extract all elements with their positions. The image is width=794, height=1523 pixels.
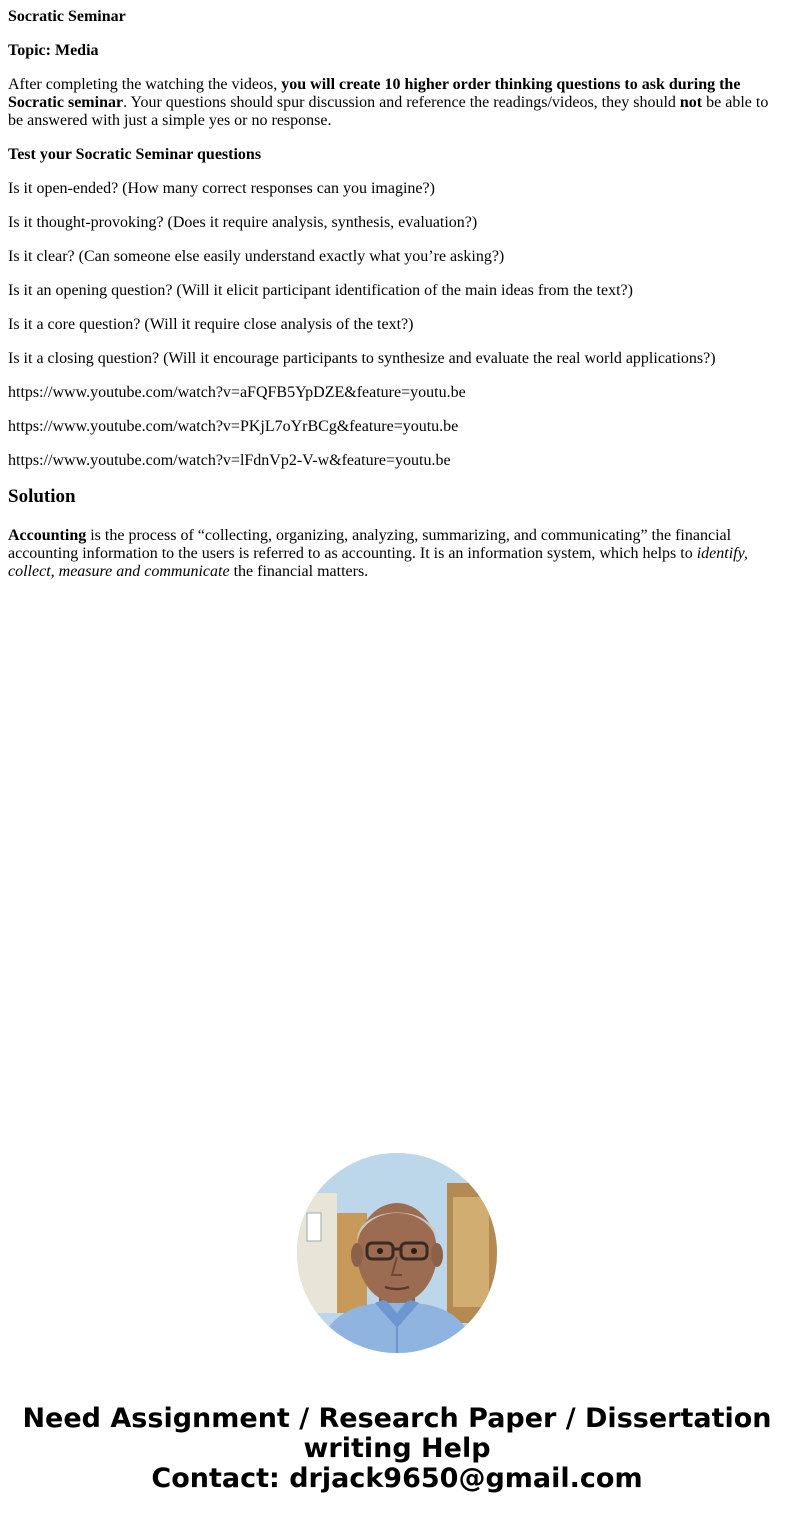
question-item: Is it open-ended? (How many correct responses can you imagine?) (8, 180, 435, 197)
solution-italic: identify, collect, measure and communicate (8, 545, 748, 580)
video-link-1[interactable] (8, 384, 776, 402)
video-link-1-text[interactable]: https://www.youtube.com/watch?v=aFQFB5YpDZE&feature=youtu.be (8, 384, 466, 401)
promo-banner (0, 1404, 794, 1494)
document-body (8, 8, 776, 597)
question-item: Is it thought-provoking? (Does it require analysis, synthesis, evaluation?) (8, 214, 478, 231)
video-link-2-text[interactable]: https://www.youtube.com/watch?v=PKjL7oYrBCg&feature=youtu.be (8, 418, 459, 435)
video-link-2[interactable] (8, 418, 776, 436)
solution-term: Accounting (8, 527, 87, 544)
solution-text-2: the financial matters. (229, 563, 369, 580)
promo-line-2: writing Help (303, 1433, 491, 1464)
promo-line-1: Need Assignment / Research Paper / Dissertation (22, 1403, 772, 1434)
test-heading: Test your Socratic Seminar questions (8, 146, 262, 163)
intro-text-2: . Your questions should spur discussion and reference the readings/videos, they should (123, 94, 680, 111)
video-link-3[interactable] (8, 452, 776, 470)
question-item: Is it clear? (Can someone else easily understand exactly what you’re asking?) (8, 248, 505, 265)
solution-paragraph (8, 527, 776, 581)
intro-bold-1: you will create 10 higher order thinking questions to ask during the Socratic seminar (8, 76, 741, 111)
intro-text-1: After completing the watching the videos, (8, 76, 282, 93)
question-item: Is it an opening question? (Will it elicit participant identification of the main ideas from the text?) (8, 282, 633, 299)
solution-text-1: is the process of “collecting, organizing, analyzing, summarizing, and communicating” the financial accounting information to the users is referred to as accounting. It is an information system, which helps to (8, 527, 732, 562)
video-link-3-text[interactable]: https://www.youtube.com/watch?v=lFdnVp2-V-w&feature=youtu.be (8, 452, 451, 469)
intro-text-3: be able to be answered with just a simple yes or no response. (8, 94, 769, 129)
intro-paragraph (8, 76, 776, 130)
page-title: Socratic Seminar (8, 8, 126, 25)
solution-heading: Solution (8, 486, 76, 507)
topic-label: Topic: Media (8, 42, 99, 59)
author-avatar (297, 1153, 497, 1353)
question-item: Is it a closing question? (Will it encourage participants to synthesize and evaluate the real world applications?) (8, 350, 716, 367)
question-item: Is it a core question? (Will it require close analysis of the text?) (8, 316, 414, 333)
promo-contact: Contact: drjack9650@gmail.com (151, 1463, 643, 1494)
person-photo-icon (297, 1153, 497, 1353)
intro-bold-2: not (679, 94, 703, 111)
